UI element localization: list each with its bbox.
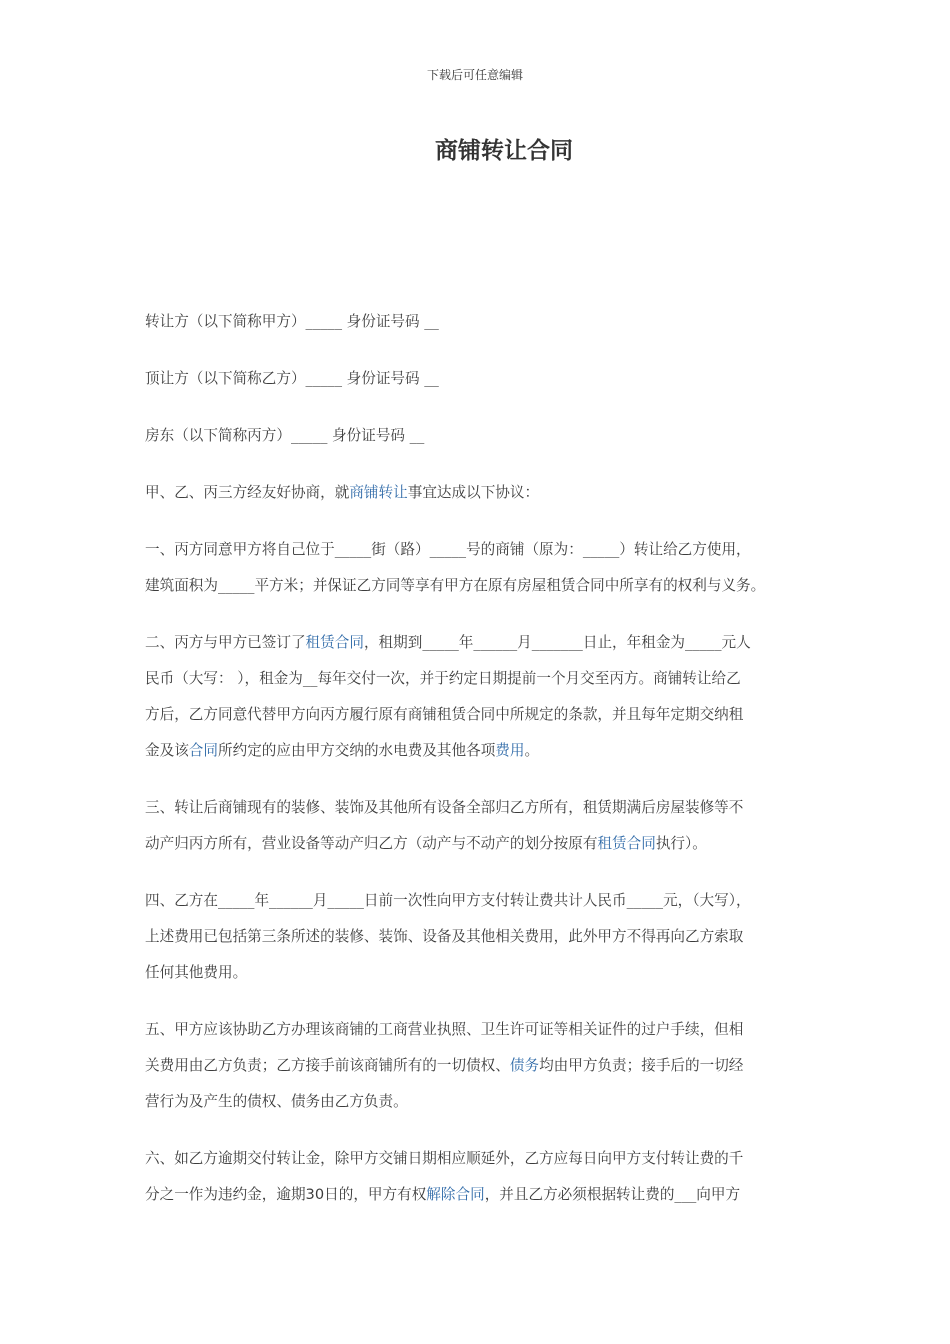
clause-1: 一、丙方同意甲方将自己位于_____街（路）_____号的商铺（原为：_____）转让给乙方使用， 建筑面积为_____平方米；并保证乙方同等享有甲方在原有房屋租赁合同中所享有的权利与义务。 [145, 541, 766, 594]
contract-body [145, 304, 825, 1234]
header-note: 下载后可任意编辑 [426, 68, 523, 82]
party-transferor: 转让方（以下简称甲方）_____ 身份证号码 __ [145, 313, 439, 330]
link-terminate-contract[interactable]: 解除合同 [426, 1186, 485, 1203]
link-lease-contract-2[interactable]: 租赁合同 [597, 835, 656, 852]
clause-5: 五、甲方应该协助乙方办理该商铺的工商营业执照、卫生许可证等相关证件的过户手续，但相 关费用由乙方负责；乙方接手前该商铺所有的一切债权、债务均由甲方负责；接手后的一切经 营行为及产生的债权、债务由乙方负责。 [145, 1021, 744, 1110]
link-contract[interactable]: 合同 [188, 742, 218, 759]
link-fees[interactable]: 费用 [495, 742, 525, 759]
party-landlord: 房东（以下简称丙方）_____ 身份证号码 __ [145, 427, 425, 444]
link-lease-contract[interactable]: 租赁合同 [305, 634, 364, 651]
intro-paragraph: 甲、乙、丙三方经友好协商，就商铺转让事宜达成以下协议： [145, 484, 540, 501]
link-shop-transfer[interactable]: 商铺转让 [349, 484, 408, 501]
clause-2: 二、丙方与甲方已签订了租赁合同，租期到_____年______月_______日止，年租金为_____元人 民币（大写： ），租金为__每年交付一次，并于约定日期提前一个月交至丙方。商铺转让给乙 方后，乙方同意代替甲方向丙方履行原有商铺租赁合同中所规定的条款，并且每年定期交纳租 金及该合同所约定的应由甲方交纳的水电费及其他各项费用。 [145, 634, 751, 759]
party-transferee: 顶让方（以下简称乙方）_____ 身份证号码 __ [145, 370, 439, 387]
clause-6: 六、如乙方逾期交付转让金，除甲方交铺日期相应顺延外，乙方应每日向甲方支付转让费的千 分之一作为违约金，逾期30日的，甲方有权解除合同，并且乙方必须根据转让费的___向甲方 [145, 1150, 744, 1203]
clause-4: 四、乙方在_____年______月_____日前一次性向甲方支付转让费共计人民币_____元，（大写）， 上述费用已包括第三条所述的装修、装饰、设备及其他相关费用，此外甲方不得再向乙方索取 任何其他费用。 [145, 892, 751, 981]
page-title: 商铺转让合同 [435, 137, 573, 164]
link-debts[interactable]: 债务 [509, 1057, 540, 1074]
clause-3: 三、转让后商铺现有的装修、装饰及其他所有设备全部归乙方所有，租赁期满后房屋装修等不 动产归丙方所有，营业设备等动产归乙方（动产与不动产的划分按原有租赁合同执行）。 [145, 799, 744, 852]
